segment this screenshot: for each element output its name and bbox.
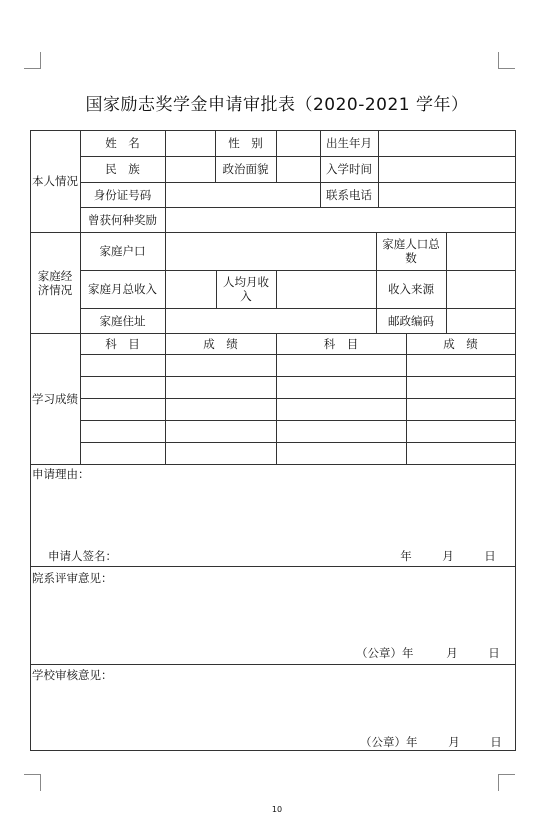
form-title: 国家励志奖学金申请审批表（2020-2021 学年） (85, 95, 469, 115)
grade-cell[interactable] (166, 421, 276, 442)
crop-mark-top-right (498, 52, 515, 69)
postcode-field[interactable] (447, 309, 515, 333)
score-header: 成 绩 (443, 336, 478, 351)
grade-cell[interactable] (407, 443, 515, 464)
per-capita-income-label: 人均月收入 (223, 275, 269, 303)
household-size-label: 家庭人口总数 (382, 237, 440, 265)
monthly-income-label: 家庭月总收入 (88, 282, 157, 296)
school-month: 月 (448, 735, 460, 749)
name-label: 姓 名 (105, 136, 140, 150)
grade-cell[interactable] (166, 399, 276, 420)
sign-month: 月 (442, 549, 454, 563)
grade-cell[interactable] (277, 421, 406, 442)
sign-day: 日 (484, 549, 496, 563)
birth-field[interactable] (379, 131, 515, 156)
political-status-label: 政治面貌 (222, 162, 269, 176)
grade-cell[interactable] (407, 377, 515, 398)
reason-label: 申请理由： (32, 467, 90, 481)
birth-label: 出生年月 (326, 136, 372, 150)
grade-cell[interactable] (166, 443, 276, 464)
grade-cell[interactable] (81, 443, 165, 464)
grade-cell[interactable] (277, 377, 406, 398)
dept-opinion-label: 院系评审意见： (32, 571, 113, 585)
section-line (30, 464, 516, 465)
phone-label: 联系电话 (326, 187, 372, 202)
grade-cell[interactable] (407, 421, 515, 442)
id-number-label: 身份证号码 (93, 187, 152, 202)
grade-cell[interactable] (166, 377, 276, 398)
section-personal-label: 本人情况 (32, 174, 78, 188)
reason-field[interactable] (32, 484, 514, 544)
ethnicity-field[interactable] (166, 157, 215, 182)
subject-header: 科 目 (105, 336, 140, 351)
grade-cell[interactable] (407, 355, 515, 376)
ethnicity-label: 民 族 (105, 162, 140, 176)
income-source-field[interactable] (447, 271, 515, 308)
gender-field[interactable] (277, 131, 320, 156)
subject-header: 科 目 (323, 336, 359, 351)
school-day: 日 (490, 735, 502, 749)
section-line (30, 664, 516, 665)
grade-cell[interactable] (81, 399, 165, 420)
hukou-field[interactable] (166, 233, 376, 270)
dept-day: 日 (488, 646, 500, 660)
school-opinion-label: 学校审核意见： (32, 668, 113, 682)
enrollment-field[interactable] (379, 157, 515, 182)
household-size-field[interactable] (447, 233, 515, 270)
table-border-right (515, 130, 516, 751)
sign-year: 年 (400, 549, 412, 563)
crop-mark-top-left (24, 52, 41, 69)
score-header: 成 绩 (203, 336, 238, 351)
signature-label: 申请人签名： (48, 549, 117, 563)
awards-label: 曾获何种奖励 (88, 212, 157, 227)
section-grades-label: 学习成绩 (32, 391, 78, 406)
dept-opinion-field[interactable] (32, 588, 514, 638)
school-opinion-field[interactable] (32, 686, 514, 728)
crop-mark-bottom-left (24, 774, 41, 791)
grade-cell[interactable] (166, 355, 276, 376)
grade-cell[interactable] (81, 377, 165, 398)
grade-cell[interactable] (277, 355, 406, 376)
address-field[interactable] (166, 309, 376, 333)
page-number: 10 (271, 805, 283, 814)
gender-label: 性 别 (228, 136, 263, 150)
political-status-field[interactable] (277, 157, 320, 182)
grade-cell[interactable] (81, 355, 165, 376)
section-family-label: 家庭经济情况 (37, 268, 73, 297)
dept-month: 月 (446, 646, 458, 660)
address-label: 家庭住址 (99, 313, 146, 328)
dept-seal-year: （公章）年 (356, 646, 414, 660)
id-number-field[interactable] (166, 183, 320, 207)
monthly-income-field[interactable] (166, 271, 216, 308)
grade-cell[interactable] (277, 443, 406, 464)
grade-cell[interactable] (81, 421, 165, 442)
grade-cell[interactable] (407, 399, 515, 420)
table-border-bottom (30, 750, 516, 751)
phone-field[interactable] (379, 183, 515, 207)
enrollment-label: 入学时间 (326, 162, 372, 176)
crop-mark-bottom-right (498, 774, 515, 791)
school-seal-year: （公章）年 (360, 735, 418, 749)
section-line (30, 566, 516, 567)
per-capita-income-field[interactable] (277, 271, 376, 308)
hukou-label: 家庭户口 (99, 244, 146, 258)
grade-cell[interactable] (277, 399, 406, 420)
name-field[interactable] (166, 131, 215, 156)
income-source-label: 收入来源 (388, 282, 434, 296)
awards-field[interactable] (166, 208, 515, 232)
postcode-label: 邮政编码 (388, 313, 434, 328)
